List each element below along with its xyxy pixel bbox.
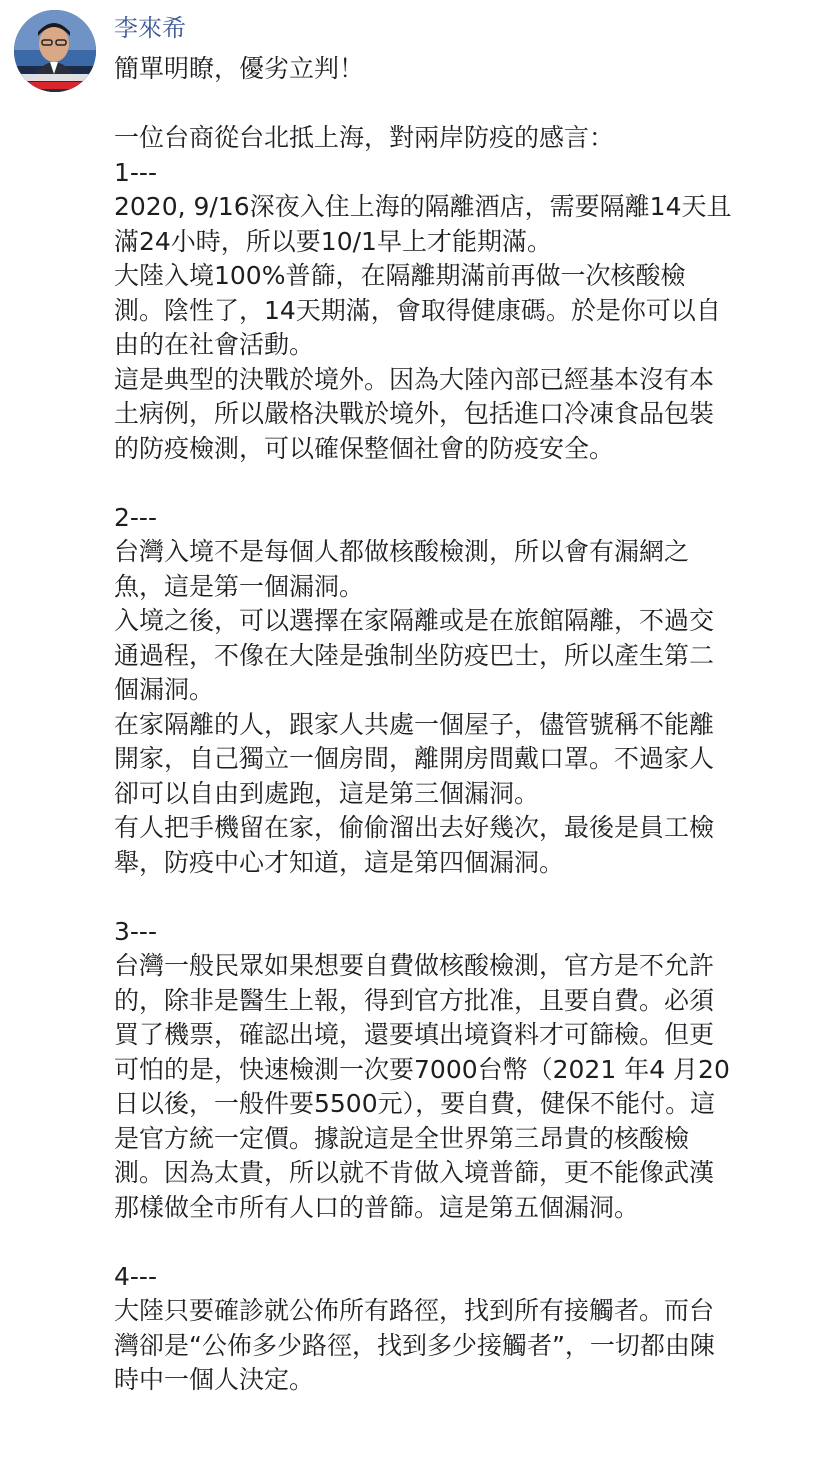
post-text-line: 2--- [114, 502, 157, 532]
post-text-line: 台灣入境不是每個人都做核酸檢測，所以會有漏網之 [114, 537, 690, 566]
blank-line [114, 466, 814, 501]
post-text-line: 是官方統一定價。據說這是全世界第三昂貴的核酸檢 [114, 1123, 690, 1153]
post-text-line: 個漏洞。 [114, 675, 215, 704]
author-avatar[interactable] [14, 10, 96, 92]
blank-line [114, 87, 814, 122]
post-text-line: 由的在社會活動。 [114, 330, 315, 359]
post-text-line: 土病例，所以嚴格決戰於境外，包括進口冷凍食品包裝 [114, 399, 715, 428]
author-name[interactable]: 李來希 [114, 14, 186, 42]
post-text-line: 日以後，一般件要5500元），要自費，健保不能付。這 [114, 1089, 716, 1118]
post-text-line: 可怕的是，快速檢測一次要7000台幣（2021 年4 月20 [114, 1054, 730, 1084]
post-text-line: 灣卻是“公佈多少路徑，找到多少接觸者”，一切都由陳 [114, 1330, 715, 1360]
post-paragraph [114, 52, 814, 87]
post-text-line: 大陸入境100%普篩，在隔離期滿前再做一次核酸檢 [114, 261, 686, 290]
post-text-line: 1--- [114, 157, 157, 187]
post-text-line: 這是典型的決戰於境外。因為大陸內部已經基本沒有本 [114, 364, 715, 394]
post-text-line: 卻可以自由到處跑，這是第三個漏洞。 [114, 778, 540, 808]
post-text-line: 大陸只要確診就公佈所有路徑，找到所有接觸者。而台 [114, 1296, 715, 1325]
avatar-photo-icon [14, 10, 96, 92]
post-text-line: 開家，自己獨立一個房間，離開房間戴口罩。不過家人 [114, 744, 715, 773]
post-text-line: 台灣一般民眾如果想要自費做核酸檢測，官方是不允許 [114, 951, 715, 980]
post-text-line: 測。因為太貴，所以就不肯做入境普篩，更不能像武漢 [114, 1158, 715, 1187]
post-text-line: 在家隔離的人，跟家人共處一個屋子，儘管號稱不能離 [114, 709, 715, 739]
post-paragraph [114, 1260, 814, 1398]
post-text-line: 那樣做全市所有人口的普篩。這是第五個漏洞。 [114, 1192, 640, 1222]
post-text-line: 測。陰性了，14天期滿，會取得健康碼。於是你可以自 [114, 295, 721, 325]
post-text-line: 滿24小時，所以要10/1早上才能期滿。 [114, 226, 552, 256]
post-paragraph [114, 915, 814, 1226]
post-text-line: 有人把手機留在家，偷偷溜出去好幾次，最後是員工檢 [114, 813, 715, 842]
post-text-line: 魚，這是第一個漏洞。 [114, 571, 365, 601]
post-text-line: 3--- [114, 916, 157, 946]
post-text [114, 52, 814, 1398]
post-paragraph [114, 501, 814, 881]
post-text-line: 入境之後，可以選擇在家隔離或是在旅館隔離，不過交 [114, 606, 715, 635]
blank-line [114, 1225, 814, 1260]
post-text-line: 買了機票，確認出境，還要填出境資料才可篩檢。但更 [114, 1020, 715, 1049]
post-text-line: 一位台商從台北抵上海，對兩岸防疫的感言： [114, 123, 615, 152]
post-text-line: 簡單明瞭，優劣立判！ [114, 54, 365, 83]
blank-line [114, 880, 814, 915]
post-text-line: 通過程，不像在大陸是強制坐防疫巴士，所以產生第二 [114, 640, 715, 670]
post-text-line: 的防疫檢測，可以確保整個社會的防疫安全。 [114, 433, 615, 463]
post-text-line: 舉，防疫中心才知道，這是第四個漏洞。 [114, 847, 565, 877]
post-text-line: 時中一個人決定。 [114, 1365, 315, 1394]
post-text-line: 2020, 9/16深夜入住上海的隔離酒店，需要隔離14天且 [114, 192, 732, 221]
post-text-line: 的，除非是醫生上報，得到官方批准，且要自費。必須 [114, 985, 715, 1015]
post-text-line: 4--- [114, 1261, 157, 1291]
post-paragraph [114, 121, 814, 466]
